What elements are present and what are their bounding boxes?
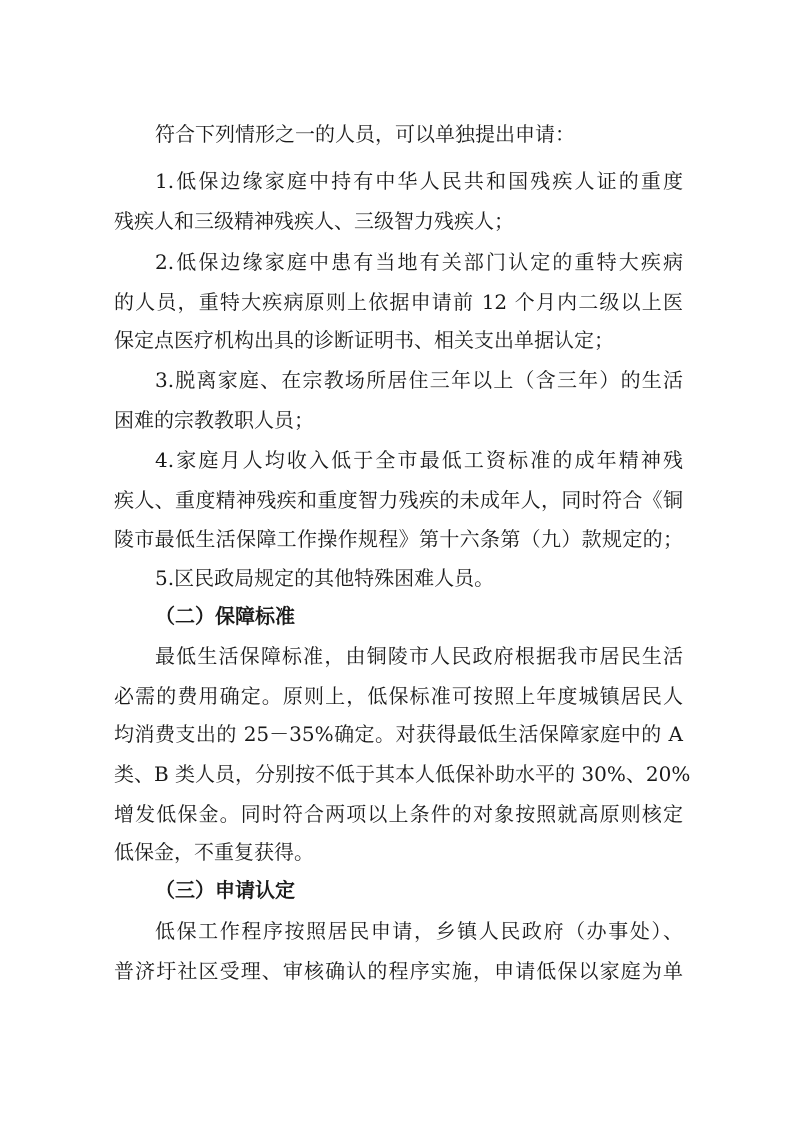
- paragraph-line: [0, 163, 793, 199]
- list-item-text: 1.低保边缘家庭中持有中华人民共和国残疾人证的重度: [155, 169, 683, 193]
- paragraph-text: 低保金，不重复获得。: [114, 840, 314, 864]
- list-item-text: 5.区民政局规定的其他特殊困难人员。: [155, 566, 495, 590]
- paragraph-line: [0, 834, 793, 870]
- paragraph-line: [0, 913, 793, 949]
- paragraph-line: [0, 796, 793, 832]
- paragraph-line: [0, 116, 793, 152]
- list-item-text: 残疾人和三级精神残疾人、三级智力残疾人；: [114, 209, 514, 233]
- paragraph-text: 符合下列情形之一的人员，可以单独提出申请：: [155, 122, 575, 146]
- paragraph-line: [0, 521, 793, 557]
- paragraph-line: [0, 442, 793, 478]
- paragraph-line: [0, 716, 793, 752]
- paragraph-text: 最低生活保障标准，由铜陵市人民政府根据我市居民生活: [155, 644, 683, 668]
- list-item-text: 疾人、重度精神残疾和重度智力残疾的未成年人，同时符合《铜: [114, 488, 683, 512]
- paragraph-line: [0, 244, 793, 280]
- paragraph-line: [0, 482, 793, 518]
- list-item-text: 3.脱离家庭、在宗教场所居住三年以上（含三年）的生活: [155, 368, 683, 392]
- paragraph-text: 低保工作程序按照居民申请，乡镇人民政府（办事处）、: [155, 919, 683, 943]
- paragraph-line: [0, 678, 793, 714]
- paragraph-text: 增发低保金。同时符合两项以上条件的对象按照就高原则核定: [114, 802, 683, 826]
- list-item-text: 困难的宗教教职人员；: [114, 408, 314, 432]
- paragraph-line: [0, 953, 793, 989]
- list-item-text: 4.家庭月人均收入低于全市最低工资标准的成年精神残: [155, 448, 683, 472]
- paragraph-line: [0, 402, 793, 438]
- list-item-text: 保定点医疗机构出具的诊断证明书、相关支出单据认定；: [114, 328, 614, 352]
- list-item-text: 2.低保边缘家庭中患有当地有关部门认定的重特大疾病: [155, 250, 683, 274]
- paragraph-text: 普济圩社区受理、审核确认的程序实施，申请低保以家庭为单: [114, 959, 683, 983]
- paragraph-text: 类、B 类人员，分别按不低于其本人低保补助水平的 30%、20%: [114, 762, 691, 786]
- section-heading-text: （三）申请认定: [155, 878, 295, 902]
- paragraph-line: [0, 756, 793, 792]
- paragraph-line: [0, 362, 793, 398]
- paragraph-line: [0, 560, 793, 596]
- section-heading: [0, 598, 793, 634]
- paragraph-text: 均消费支出的 25－35%确定。对获得最低生活保障家庭中的 A: [114, 722, 683, 746]
- paragraph-text: 必需的费用确定。原则上，低保标准可按照上年度城镇居民人: [114, 684, 683, 708]
- paragraph-line: [0, 638, 793, 674]
- paragraph-line: [0, 322, 793, 358]
- paragraph-line: [0, 284, 793, 320]
- section-heading-text: （二）保障标准: [155, 604, 295, 628]
- paragraph-line: [0, 203, 793, 239]
- list-item-text: 陵市最低生活保障工作操作规程》第十六条第（九）款规定的；: [114, 527, 683, 551]
- section-heading: [0, 872, 793, 908]
- list-item-text: 的人员，重特大疾病原则上依据申请前 12 个月内二级以上医: [114, 290, 683, 314]
